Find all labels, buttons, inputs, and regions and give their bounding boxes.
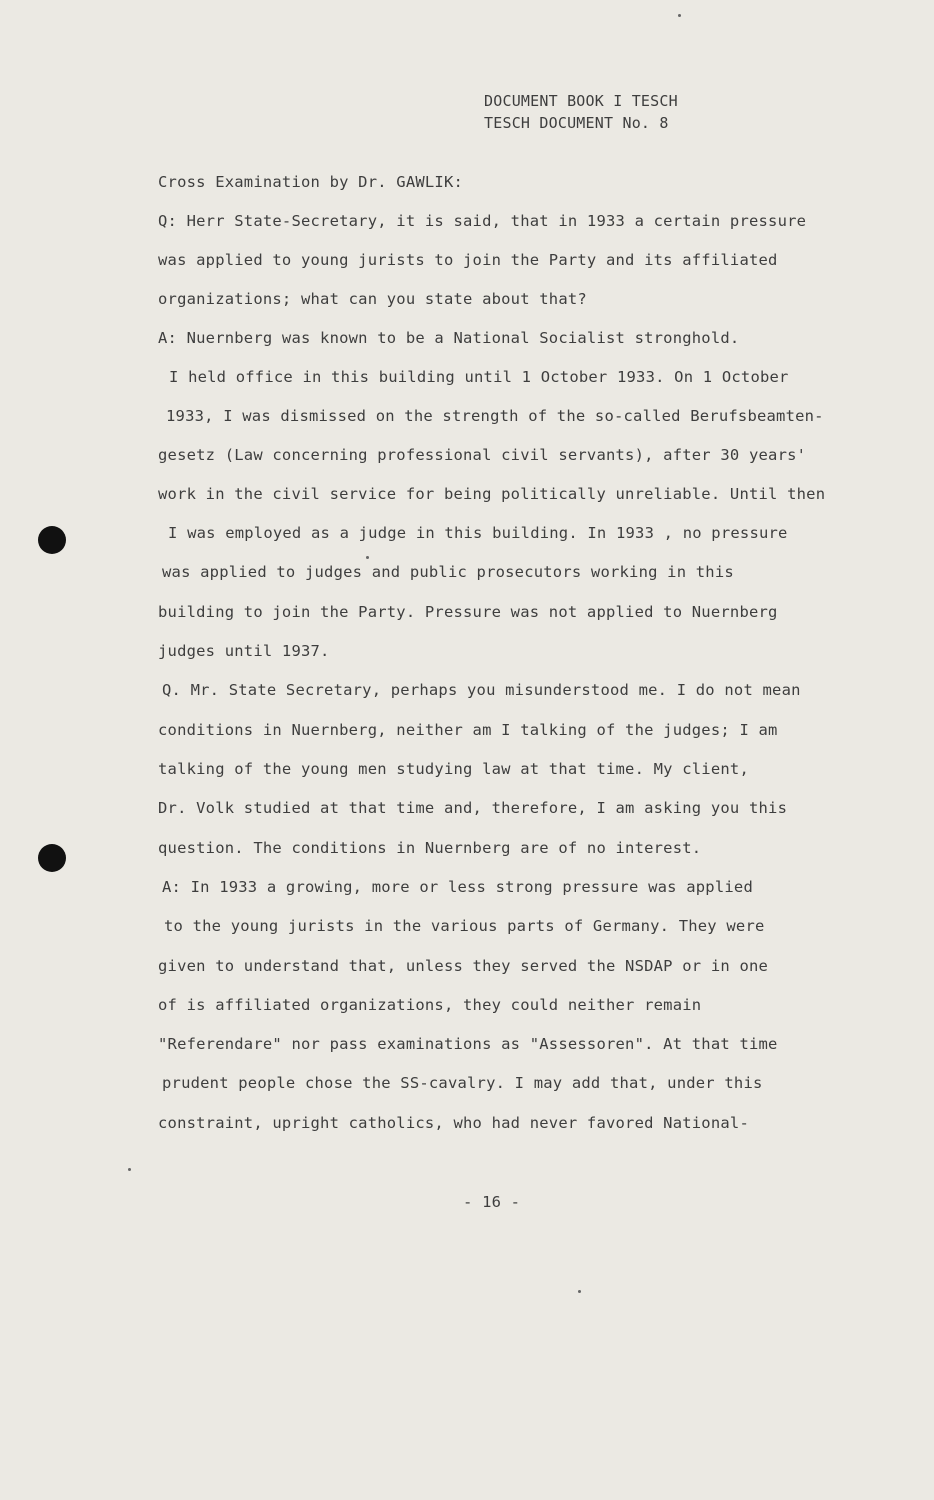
text-line: judges until 1937. xyxy=(158,642,330,660)
paper-speck xyxy=(366,556,369,559)
text-line: I held office in this building until 1 October 1933. On 1 October xyxy=(169,368,789,386)
page-number: - 16 - xyxy=(463,1193,521,1211)
text-line: work in the civil service for being politically unreliable. Until then xyxy=(158,485,826,503)
text-line: A: Nuernberg was known to be a National Socialist stronghold. xyxy=(158,329,740,347)
text-line: conditions in Nuernberg, neither am I talking of the judges; I am xyxy=(158,721,778,739)
text-line: 1933, I was dismissed on the strength of the so-called Berufsbeamten- xyxy=(166,407,824,425)
paper-speck xyxy=(678,14,681,17)
text-line: of is affiliated organizations, they could neither remain xyxy=(158,996,702,1014)
text-line: prudent people chose the SS-cavalry. I may add that, under this xyxy=(162,1074,763,1092)
text-line: A: In 1933 a growing, more or less strong pressure was applied xyxy=(162,878,753,896)
text-line: Q. Mr. State Secretary, perhaps you misunderstood me. I do not mean xyxy=(162,681,801,699)
punch-hole xyxy=(38,844,66,872)
text-line: building to join the Party. Pressure was not applied to Nuernberg xyxy=(158,603,778,621)
text-line: talking of the young men studying law at that time. My client, xyxy=(158,760,749,778)
text-line: Q: Herr State-Secretary, it is said, that in 1933 a certain pressure xyxy=(158,212,807,230)
text-line: given to understand that, unless they served the NSDAP or in one xyxy=(158,957,769,975)
punch-hole xyxy=(38,526,66,554)
text-line: was applied to young jurists to join the Party and its affiliated xyxy=(158,251,778,269)
text-line: Dr. Volk studied at that time and, therefore, I am asking you this xyxy=(158,799,788,817)
text-line: organizations; what can you state about that? xyxy=(158,290,587,308)
document-book-header: DOCUMENT BOOK I TESCH xyxy=(484,92,678,110)
text-line: constraint, upright catholics, who had never favored National- xyxy=(158,1114,749,1132)
document-number-header: TESCH DOCUMENT No. 8 xyxy=(484,114,669,132)
paper-speck xyxy=(578,1290,581,1293)
text-line: was applied to judges and public prosecutors working in this xyxy=(162,563,734,581)
section-heading: Cross Examination by Dr. GAWLIK: xyxy=(158,173,464,191)
text-line: "Referendare" nor pass examinations as "Assessoren". At that time xyxy=(158,1035,778,1053)
paper-speck xyxy=(128,1168,131,1171)
text-line: I was employed as a judge in this building. In 1933 , no pressure xyxy=(168,524,788,542)
text-line: to the young jurists in the various parts of Germany. They were xyxy=(164,917,765,935)
text-line: question. The conditions in Nuernberg are of no interest. xyxy=(158,839,702,857)
text-line: gesetz (Law concerning professional civil servants), after 30 years' xyxy=(158,446,807,464)
